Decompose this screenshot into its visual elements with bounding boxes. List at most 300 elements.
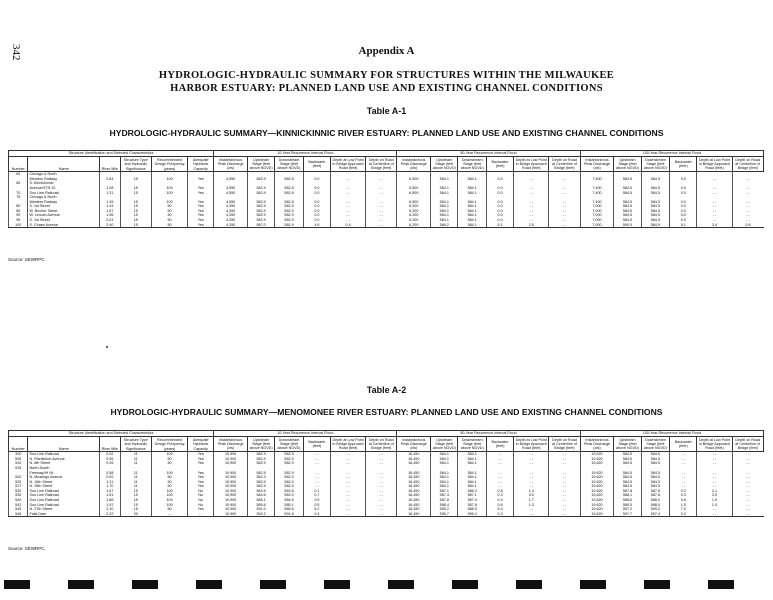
cell-l100: 1.9 <box>697 498 732 503</box>
cell-number: 545 <box>9 507 28 512</box>
cell-d100: 584.5 <box>641 190 670 195</box>
cell-d100: 588.0 <box>641 503 670 508</box>
cell-l100: - - <box>697 457 732 462</box>
cell-d10: 582.9 <box>275 470 304 475</box>
cell-q50: 16,450 <box>397 452 431 457</box>
cell-l100: - - <box>697 452 732 457</box>
header-depth-low: Depth at Low Point in Bridge Approach Road (feet) <box>515 437 547 451</box>
cell-b100: 0.3 <box>670 493 697 498</box>
cell-l10: - - <box>331 507 366 512</box>
cell-freq: 50 <box>151 209 187 214</box>
cell-d50: 584.1 <box>458 480 487 485</box>
cell-b100: - - <box>670 480 697 485</box>
cell-b10: 0.0 <box>303 190 330 195</box>
cell-name: N. 16th Street <box>28 480 99 485</box>
cell-name: Avenue/STH 32 <box>28 186 99 191</box>
cell-q100: 7,400 <box>580 177 614 182</box>
cell-number: 515 <box>9 466 28 471</box>
cell-r10: - - <box>366 484 397 489</box>
cell-u10: 591.0 <box>247 507 274 512</box>
cell-b50: - - <box>486 475 513 480</box>
cell-d50: 595.4 <box>458 512 487 517</box>
cell-b10: - - <box>303 461 330 466</box>
cell-b100: 0.0 <box>670 213 697 218</box>
cell-q50: 16,450 <box>397 475 431 480</box>
cell-r100: - - <box>732 213 764 218</box>
cell-q50: 16,450 <box>397 512 431 517</box>
cell-q100: 19,620 <box>580 452 614 457</box>
cell-b50: - - <box>486 461 513 466</box>
cell-r50: - - <box>549 218 580 223</box>
cell-l100: 1.4 <box>697 503 732 508</box>
header-structure-type: Structure Type and Hydraulic Significance <box>120 157 151 172</box>
cell-r50: - - <box>549 177 580 182</box>
cell-r10: - - <box>366 498 397 503</box>
cell-freq: 100 <box>151 186 187 191</box>
cell-r10: - - <box>366 223 397 228</box>
cell-mile: 0.06 <box>99 457 120 462</box>
cell-u100: 584.5 <box>614 186 641 191</box>
header-backwater: Backwater (feet) <box>670 157 697 172</box>
cell-adequate: Yes <box>188 204 214 209</box>
cell-u10: 582.9 <box>247 480 274 485</box>
cell-r100: - - <box>732 484 764 489</box>
cell-type: 11 <box>120 484 151 489</box>
cell-number: 75 <box>9 195 28 200</box>
cell-r100: - - <box>732 489 764 494</box>
cell-r100: - - <box>732 493 764 498</box>
cell-r100: - - <box>732 200 764 205</box>
cell-freq: 50 <box>151 461 187 466</box>
cell-b10: 0.7 <box>303 493 330 498</box>
cell-q10: 10,900 <box>214 452 248 457</box>
cell-u10: 584.6 <box>247 493 274 498</box>
cell-r50: - - <box>549 512 580 517</box>
cell-l50: - - <box>514 218 549 223</box>
cell-type: 15 <box>120 489 151 494</box>
cell-q100: 19,620 <box>580 503 614 508</box>
cell-name: Western Railway <box>28 177 99 182</box>
cell-l100: 3.4 <box>697 223 732 228</box>
header-backwater: Backwater (feet) <box>486 157 513 172</box>
cell-l10: - - <box>331 475 366 480</box>
cell-q10: 4,350 <box>214 218 248 223</box>
cell-u100: 584.5 <box>614 200 641 205</box>
cell-adequate: Yes <box>188 461 214 466</box>
cell-r10: - - <box>366 507 397 512</box>
cell-r100: - - <box>732 507 764 512</box>
cell-u10: 582.9 <box>247 200 274 205</box>
cell-freq: - - <box>151 512 187 517</box>
binder-hole <box>644 580 670 589</box>
cell-name: Soo Line Railroad <box>28 489 99 494</box>
cell-r100: - - <box>732 512 764 517</box>
table-a2-label: Table A-2 <box>366 385 407 395</box>
cell-b10: 0.4 <box>303 512 330 517</box>
cell-b10: 0.0 <box>303 200 330 205</box>
cell-r100: - - <box>732 503 764 508</box>
header-depth-road: Depth on Road at Centerline of Bridge (feet) <box>549 157 580 172</box>
cell-d10: 582.8 <box>275 200 304 205</box>
cell-r50: - - <box>549 489 580 494</box>
cell-r10: - - <box>366 493 397 498</box>
cell-mile: 1.86 <box>99 498 120 503</box>
cell-r10: - - <box>366 489 397 494</box>
cell-r50: - - <box>549 461 580 466</box>
binder-hole <box>708 580 734 589</box>
cell-l10: - - <box>331 489 366 494</box>
cell-l50: - - <box>514 475 549 480</box>
cell-b50: 0.0 <box>486 177 513 182</box>
cell-u10: 582.9 <box>247 457 274 462</box>
cell-b10: 0.0 <box>303 186 330 191</box>
cell-u100: 588.1 <box>614 493 641 498</box>
cell-r50: - - <box>549 457 580 462</box>
cell-b50: - - <box>486 470 513 475</box>
document-title-line-2: HARBOR ESTUARY: PLANNED LAND USE AND EXISTING CHANNEL CONDITIONS <box>170 83 603 94</box>
cell-u50: 595.2 <box>431 507 458 512</box>
cell-adequate: Yes <box>188 209 214 214</box>
appendix-heading: Appendix A <box>358 45 415 57</box>
cell-u100: 597.7 <box>614 512 641 517</box>
cell-l100: - - <box>697 512 732 517</box>
cell-b10: 0.0 <box>303 218 330 223</box>
cell-d100: 584.5 <box>641 200 670 205</box>
cell-type: 11 <box>120 457 151 462</box>
cell-adequate: Yes <box>188 507 214 512</box>
header-number: Number <box>9 157 28 172</box>
cell-adequate: Yes <box>188 218 214 223</box>
cell-u10: 582.9 <box>247 204 274 209</box>
cell-d50: 584.1 <box>458 204 487 209</box>
cell-freq: 50 <box>151 475 187 480</box>
header-100-year-flood: 100-Year Recurrence Interval Flood <box>580 431 763 437</box>
cell-b10: 0.5 <box>303 503 330 508</box>
binder-hole <box>196 580 222 589</box>
cell-type: 15 <box>120 186 151 191</box>
cell-number: 60 <box>9 172 28 177</box>
cell-d10: 582.9 <box>275 452 304 457</box>
table-row <box>9 512 764 517</box>
cell-q100: 7,000 <box>580 218 614 223</box>
cell-d50: 584.1 <box>458 200 487 205</box>
cell-r10: - - <box>366 177 397 182</box>
cell-mile: 2.22 <box>99 512 120 517</box>
cell-l10: - - <box>331 457 366 462</box>
header-50-year-flood: 50-Year Recurrence Interval Flood <box>397 151 580 157</box>
cell-mile: 1.31 <box>99 190 120 195</box>
cell-l100: - - <box>697 204 732 209</box>
cell-d100: 597.4 <box>641 512 670 517</box>
cell-u100: 597.2 <box>614 507 641 512</box>
cell-u10: 582.9 <box>247 213 274 218</box>
cell-b50: 0.0 <box>486 200 513 205</box>
cell-u50: 584.1 <box>431 475 458 480</box>
cell-b50: 0.0 <box>486 204 513 209</box>
cell-r50: - - <box>549 484 580 489</box>
cell-mile: 1.11 <box>99 480 120 485</box>
cell-q50: 16,450 <box>397 480 431 485</box>
cell-l10: - - <box>331 498 366 503</box>
cell-freq: 100 <box>151 470 187 475</box>
cell-mile: 0.02 <box>99 452 120 457</box>
cell-r100: - - <box>732 177 764 182</box>
cell-d10: 585.6 <box>275 507 304 512</box>
cell-d50: 584.1 <box>458 209 487 214</box>
cell-d10: 584.6 <box>275 498 304 503</box>
cell-name: Freeway/IH 94 <box>28 470 99 475</box>
cell-b10: 0.1 <box>303 489 330 494</box>
cell-r100: - - <box>732 452 764 457</box>
cell-adequate: No <box>188 498 214 503</box>
cell-l50: - - <box>514 190 549 195</box>
cell-q50: 16,450 <box>397 507 431 512</box>
header-upstream: Upstream Stage (feet above NGVD) <box>247 157 274 172</box>
cell-q10: 10,900 <box>214 489 248 494</box>
cell-b10: 0.0 <box>303 177 330 182</box>
cell-q10: 4,550 <box>214 177 248 182</box>
cell-d50: 588.9 <box>458 507 487 512</box>
cell-u10: 587.0 <box>247 223 274 228</box>
cell-freq: 50 <box>151 218 187 223</box>
cell-l10: - - <box>331 512 366 517</box>
cell-name: S. Kinnickinnic <box>28 181 99 186</box>
cell-b50: - - <box>486 457 513 462</box>
cell-u10: 582.9 <box>247 177 274 182</box>
cell-q50: 16,450 <box>397 489 431 494</box>
document-title-line-1: HYDROLOGIC-HYDRAULIC SUMMARY FOR STRUCTURES WITHIN THE MILWAUKEE <box>158 70 615 81</box>
cell-r10: - - <box>366 470 397 475</box>
cell-u10: 582.9 <box>247 452 274 457</box>
cell-u100: 584.5 <box>614 484 641 489</box>
cell-l50: - - <box>514 177 549 182</box>
cell-q100: 19,620 <box>580 498 614 503</box>
cell-l100: - - <box>697 213 732 218</box>
cell-r50: - - <box>549 223 580 228</box>
cell-q10: 4,350 <box>214 223 248 228</box>
cell-d10: 582.9 <box>275 209 304 214</box>
table-a2-title: HYDROLOGIC-HYDRAULIC SUMMARY—MENOMONEE RIVER ESTUARY: PLANNED LAND USE AND EXISTING CHANNEL CONDITIONS <box>110 407 663 417</box>
cell-name: North-South <box>28 466 99 471</box>
cell-u50: 587.4 <box>431 493 458 498</box>
cell-d100: 584.5 <box>641 484 670 489</box>
cell-d50: 584.1 <box>458 190 487 195</box>
cell-mile: 1.67 <box>99 209 120 214</box>
header-name: Name <box>28 157 99 172</box>
cell-b50: 0.0 <box>486 209 513 214</box>
cell-d50: 587.8 <box>458 503 487 508</box>
cell-u100: 584.9 <box>614 218 641 223</box>
cell-mile: 2.10 <box>99 507 120 512</box>
cell-d50: 584.1 <box>458 177 487 182</box>
cell-number: 527 <box>9 484 28 489</box>
cell-number: 540 <box>9 498 28 503</box>
cell-number: 85 <box>9 209 28 214</box>
cell-u100: 588.6 <box>614 498 641 503</box>
cell-b100: 0.6 <box>670 498 697 503</box>
cell-d100: 584.5 <box>641 209 670 214</box>
cell-b50: 0.6 <box>486 503 513 508</box>
cell-name: N. 25th Street <box>28 484 99 489</box>
cell-r100: - - <box>732 204 764 209</box>
table-row <box>9 223 764 228</box>
cell-adequate: Yes <box>188 480 214 485</box>
cell-mile: 1.28 <box>99 186 120 191</box>
cell-u100: 584.5 <box>614 209 641 214</box>
cell-q10: 10,900 <box>214 503 248 508</box>
cell-q10: 10,900 <box>214 484 248 489</box>
cell-l10: - - <box>331 493 366 498</box>
cell-b100: 0.3 <box>670 512 697 517</box>
cell-q10: 4,550 <box>214 186 248 191</box>
binder-hole <box>4 580 30 589</box>
cell-adequate: Yes <box>188 190 214 195</box>
cell-u100: 584.5 <box>614 190 641 195</box>
cell-r10: - - <box>366 461 397 466</box>
cell-r100: - - <box>732 186 764 191</box>
cell-d10: 582.9 <box>275 484 304 489</box>
header-50-year-flood: 50-Year Recurrence Interval Flood <box>397 431 580 437</box>
header-design-frequency: Recommended Design Frequency (years) <box>151 157 187 172</box>
cell-d10: 582.8 <box>275 186 304 191</box>
cell-l10: - - <box>331 484 366 489</box>
cell-u10: 582.9 <box>247 186 274 191</box>
cell-name: Soo Line Railroad <box>28 498 99 503</box>
cell-b50: 0.0 <box>486 218 513 223</box>
cell-mile: 2.01 <box>99 218 120 223</box>
binder-hole <box>452 580 478 589</box>
cell-u50: 595.7 <box>431 512 458 517</box>
cell-r10: - - <box>366 200 397 205</box>
cell-d10: 582.9 <box>275 218 304 223</box>
cell-freq: 100 <box>151 452 187 457</box>
cell-adequate: Yes <box>188 200 214 205</box>
cell-number: 80 <box>9 204 28 209</box>
cell-mile: 0.92 <box>99 475 120 480</box>
cell-name: W. Becher Street <box>28 209 99 214</box>
cell-b100: 0.0 <box>670 200 697 205</box>
cell-d100: 584.5 <box>641 480 670 485</box>
cell-q50: 6,500 <box>397 177 431 182</box>
cell-name: Soo Line Railroad <box>28 493 99 498</box>
header-depth-road: Depth on Road at Centerline of Bridge (feet) <box>732 437 764 452</box>
cell-mile: 1.97 <box>99 503 120 508</box>
cell-adequate: No <box>188 493 214 498</box>
cell-d50: 584.1 <box>458 484 487 489</box>
cell-l100: - - <box>697 507 732 512</box>
cell-mile: 1.35 <box>99 200 120 205</box>
cell-d10: 582.9 <box>275 223 304 228</box>
cell-b50: 0.3 <box>486 512 513 517</box>
header-10-year-flood: 10-Year Recurrence Interval Flood <box>214 431 397 437</box>
cell-r100: - - <box>732 461 764 466</box>
cell-l50: - - <box>514 457 549 462</box>
cell-freq: 100 <box>151 493 187 498</box>
cell-l100: - - <box>697 190 732 195</box>
cell-q50: 6,200 <box>397 204 431 209</box>
cell-b50: 0.0 <box>486 186 513 191</box>
cell-r50: - - <box>549 470 580 475</box>
header-downstream: Downstream Stage (feet above NGVD) <box>275 437 304 452</box>
cell-l50: - - <box>514 480 549 485</box>
cell-b100: - - <box>670 457 697 462</box>
cell-q100: 19,620 <box>580 470 614 475</box>
cell-r100: - - <box>732 480 764 485</box>
cell-l100: - - <box>697 480 732 485</box>
cell-r10: - - <box>366 218 397 223</box>
cell-freq: 50 <box>151 480 187 485</box>
cell-r50: - - <box>549 213 580 218</box>
cell-number: 300 <box>9 452 28 457</box>
cell-adequate: Yes <box>188 223 214 228</box>
cell-freq: 100 <box>151 190 187 195</box>
header-depth-road: Depth on Road at Centerline of Bridge (feet) <box>732 157 764 172</box>
cell-q50: 16,450 <box>397 498 431 503</box>
cell-number: 520 <box>9 475 28 480</box>
cell-adequate: Yes <box>188 186 214 191</box>
cell-r10: - - <box>366 204 397 209</box>
cell-r100: - - <box>732 457 764 462</box>
cell-name: S. Chase Avenue <box>28 223 99 228</box>
cell-q50: 16,450 <box>397 484 431 489</box>
header-number: Number <box>9 437 28 452</box>
cell-d100: 588.0 <box>641 498 670 503</box>
cell-b100: 0.2 <box>670 489 697 494</box>
cell-u100: 584.5 <box>614 480 641 485</box>
cell-b50: 0.0 <box>486 213 513 218</box>
cell-u100: 584.5 <box>614 461 641 466</box>
cell-d100: 584.5 <box>641 186 670 191</box>
cell-d10: 582.9 <box>275 475 304 480</box>
cell-r50: - - <box>549 503 580 508</box>
cell-b50: 0.0 <box>486 190 513 195</box>
page-number: 342 <box>10 44 22 61</box>
cell-q10: 10,900 <box>214 461 248 466</box>
cell-d100: 584.5 <box>641 475 670 480</box>
cell-b100: 1.5 <box>670 503 697 508</box>
cell-u10: 582.9 <box>247 475 274 480</box>
cell-u50: 584.1 <box>431 470 458 475</box>
cell-u50: 584.1 <box>431 209 458 214</box>
cell-u10: 582.9 <box>247 461 274 466</box>
cell-number: 65 <box>9 181 28 186</box>
cell-d50: 587.1 <box>458 493 487 498</box>
cell-name: Western Railway <box>28 200 99 205</box>
cell-b100: - - <box>670 452 697 457</box>
cell-type: 15 <box>120 177 151 182</box>
cell-mile: 2.40 <box>99 223 120 228</box>
cell-l10: - - <box>331 452 366 457</box>
cell-b100: - - <box>670 475 697 480</box>
header-upstream: Upstream Stage (feet above NGVD) <box>431 437 458 452</box>
cell-d10: 582.9 <box>275 461 304 466</box>
cell-l100: - - <box>697 177 732 182</box>
cell-l50: - - <box>514 204 549 209</box>
cell-u50: 584.1 <box>431 213 458 218</box>
cell-l100: - - <box>697 475 732 480</box>
binder-hole <box>68 580 94 589</box>
cell-q100: 19,620 <box>580 493 614 498</box>
header-adequate-capacity: Adequate Hydraulic Capacity <box>188 437 214 452</box>
cell-q100: 19,620 <box>580 512 614 517</box>
cell-number: 525 <box>9 480 28 485</box>
cell-q10: 10,900 <box>214 493 248 498</box>
cell-q50: 6,500 <box>397 200 431 205</box>
cell-b50: 0.3 <box>486 493 513 498</box>
cell-l10: - - <box>331 186 366 191</box>
cell-q50: 6,200 <box>397 223 431 228</box>
cell-mile: 1.70 <box>99 484 120 489</box>
